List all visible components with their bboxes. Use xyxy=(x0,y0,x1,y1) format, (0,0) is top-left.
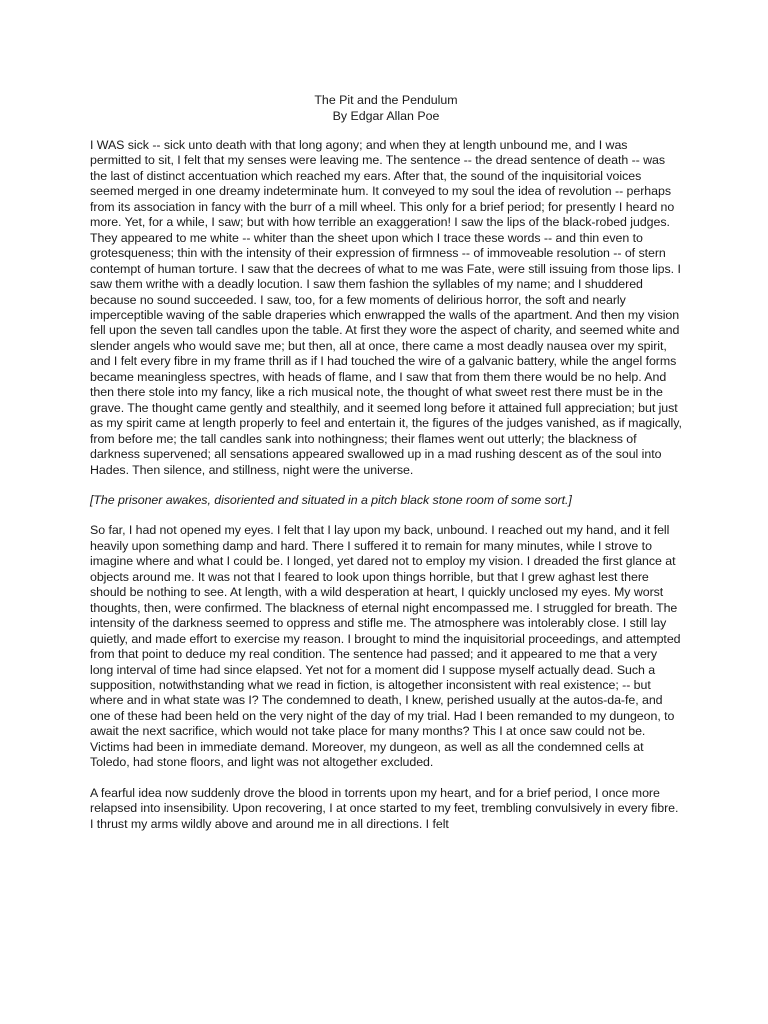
document-title: The Pit and the Pendulum xyxy=(314,93,458,107)
paragraph-2: So far, I had not opened my eyes. I felt that I lay upon my back, unbound. I reached out my hand, and it fell heavily upon something damp and hard. There I suffered it to remain for many minutes, while I strove to imagine where and what I could be. I longed, yet dared not to employ my vision. I dreaded the first glance at objects around me. It was not that I feared to look upon things horrible, but that I grew aghast lest there should be nothing to see. At length, with a wild desperation at heart, I quickly unclosed my eyes. My worst thoughts, then, were confirmed. The blackness of eternal night encompassed me. I struggled for breath. The intensity of the darkness seemed to oppress and stifle me. The atmosphere was intolerably close. I still lay quietly, and made effort to exercise my reason. I brought to mind the inquisitorial proceedings, and attempted from that point to deduce my real condition. The sentence had passed; and it appeared to me that a very long interval of time had since elapsed. Yet not for a moment did I suppose myself actually dead. Such a supposition, notwithstanding what we read in fiction, is altogether inconsistent with real existence; -- but where and in what state was I? The condemned to death, I knew, perished usually at the autos-da-fe, and one of these had been held on the very night of the day of my trial. Had I been remanded to my dungeon, to await the next sacrifice, which would not take place for many months? This I at once saw could not be. Victims had been in immediate demand. Moreover, my dungeon, as well as all the condemned cells at Toledo, had stone floors, and light was not altogether excluded. xyxy=(90,523,681,770)
stage-direction: [The prisoner awakes, disoriented and situated in a pitch black stone room of some sort.] xyxy=(90,492,572,507)
paragraph-3: A fearful idea now suddenly drove the blood in torrents upon my heart, and for a brief period, I once more relapsed into insensibility. Upon recovering, I at once started to my feet, trembling convulsively in every fibre. I thrust my arms wildly above and around me in all directions. I felt xyxy=(90,785,679,831)
paragraph-1: I WAS sick -- sick unto death with that long agony; and when they at length unbound me, and I was permitted to sit, I felt that my senses were leaving me. The sentence -- the dread sentence of death -- was the last of distinct accentuation which reached my ears. After that, the sound of the inquisitorial voices seemed merged in one dreamy indeterminate hum. It conveyed to my soul the idea of revolution -- perhaps from its association in fancy with the burr of a mill wheel. This only for a brief period; for presently I heard no more. Yet, for a while, I saw; but with how terrible an exaggeration! I saw the lips of the black-robed judges. They appeared to me white -- whiter than the sheet upon which I trace these words -- and thin even to grotesqueness; thin with the intensity of their expression of firmness -- of immoveable resolution -- of stern contempt of human torture. I saw that the decrees of what to me was Fate, were still issuing from those lips. I saw them writhe with a deadly locution. I saw them fashion the syllables of my name; and I shuddered because no sound succeeded. I saw, too, for a few moments of delirious horror, the soft and nearly imperceptible waving of the sable draperies which enwrapped the walls of the apartment. And then my vision fell upon the seven tall candles upon the table. At first they wore the aspect of charity, and seemed white and slender angels who would save me; but then, all at once, there came a most deadly nausea over my spirit, and I felt every fibre in my frame thrill as if I had touched the wire of a galvanic battery, while the angel forms became meaningless spectres, with heads of flame, and I saw that from them there would be no help. And then there stole into my fancy, like a rich musical note, the thought of what sweet rest there must be in the grave. The thought came gently and stealthily, and it seemed long before it attained full appreciation; but just as my spirit came at length properly to feel and entertain it, the figures of the judges vanished, as if magically, from before me; the tall candles sank into nothingness; their flames went out utterly; the blackness of darkness supervened; all sensations appeared swallowed up in a mad rushing descent as of the soul into Hades. Then silence, and stillness, night were the universe. xyxy=(90,138,682,477)
document-author: By Edgar Allan Poe xyxy=(332,109,440,123)
title-block xyxy=(90,92,682,124)
document-page xyxy=(90,92,682,847)
